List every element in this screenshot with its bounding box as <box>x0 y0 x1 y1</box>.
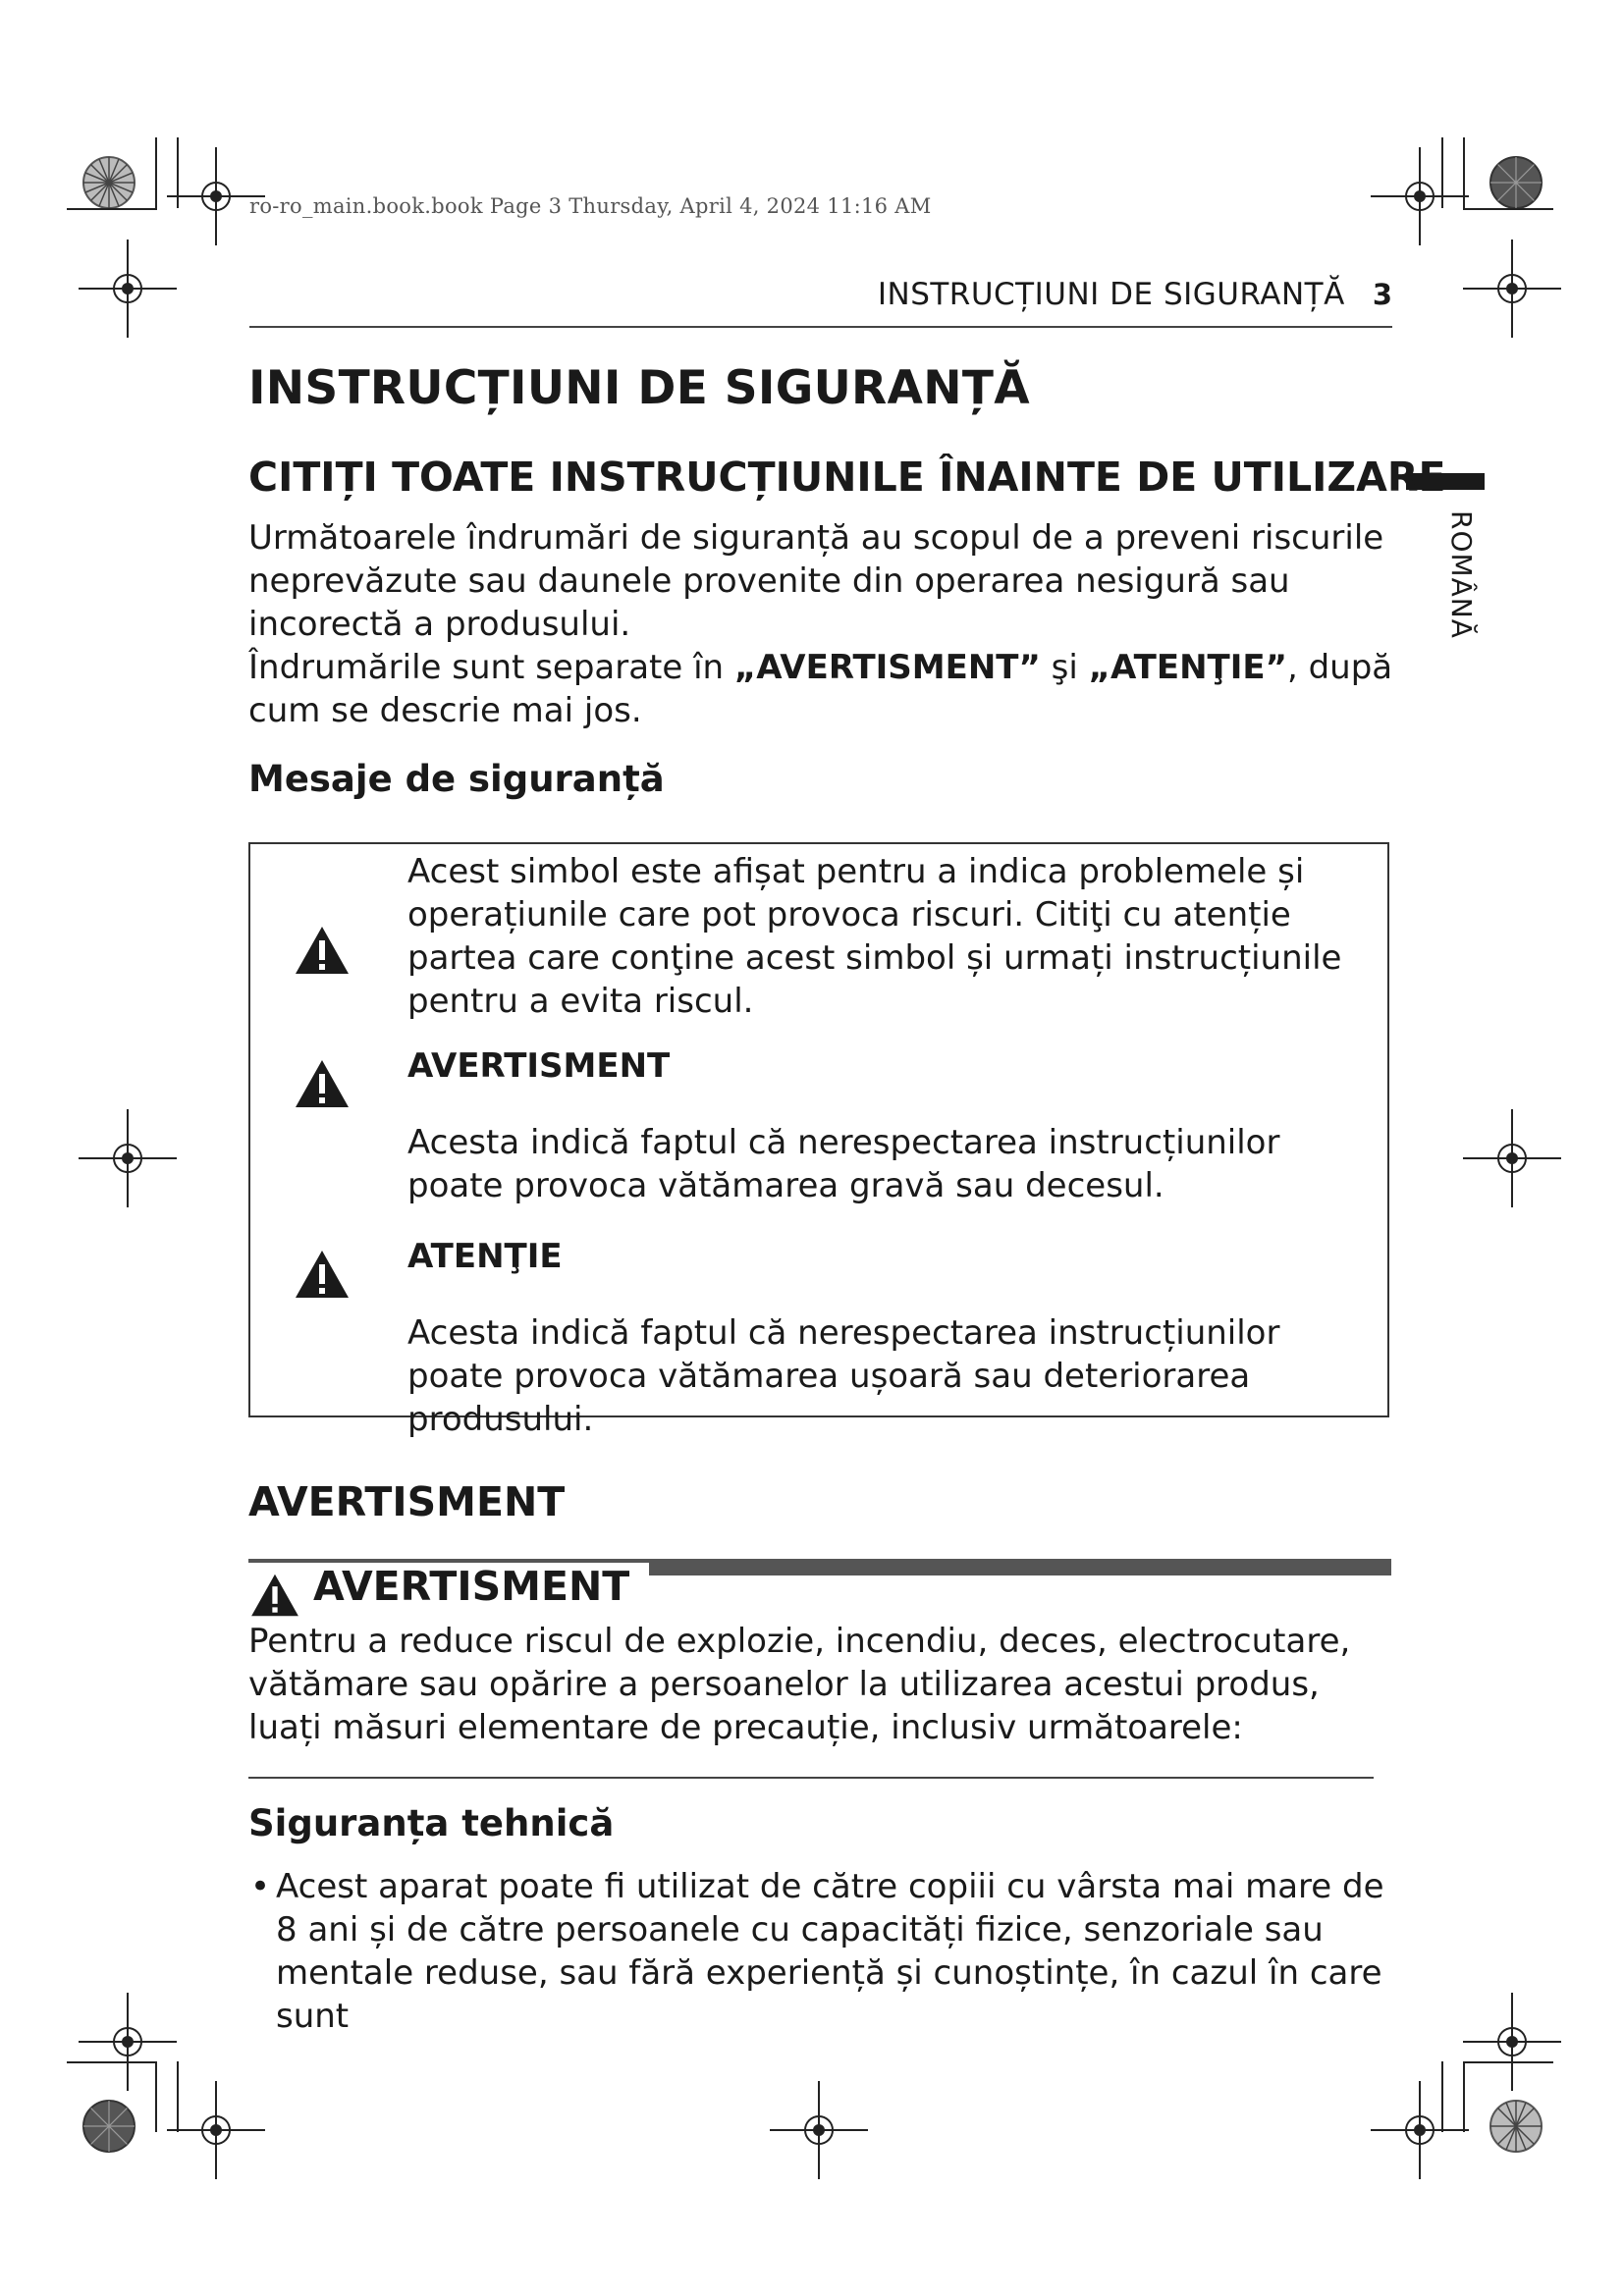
safety-messages-box <box>248 842 1389 1439</box>
registration-target-mark <box>167 2081 265 2179</box>
list-item: • Acest aparat poate fi utilizat de către copiii cu vârsta mai mare de 8 ani și de către persoanele cu capacități fizice, senzoriale sau mentale reduse, sau fără experiență și cunoștințe, în cazul în care sunt <box>248 1865 1397 2038</box>
color-wheel-mark-top-left <box>81 155 136 210</box>
color-wheel-mark-bottom-right <box>1489 2099 1543 2154</box>
page-number: 3 <box>1372 278 1392 311</box>
warning-banner-title: AVERTISMENT <box>313 1563 630 1610</box>
warning-triangle-icon <box>294 925 351 976</box>
safety-messages-heading: Mesaje de siguranță <box>248 758 665 800</box>
warning-section-heading: AVERTISMENT <box>248 1478 566 1525</box>
crop-line <box>155 137 157 208</box>
page-title: INSTRUCȚIUNI DE SIGURANȚĂ <box>248 361 1030 415</box>
intro-paragraph-categories <box>248 646 1397 732</box>
color-wheel-mark-bottom-left <box>81 2099 136 2154</box>
warning-triangle-icon <box>294 1058 351 1109</box>
warning-description: Acesta indică faptul că nerespectarea instrucțiunilor poate provoca vătămarea gravă sau decesul. <box>407 1123 1280 1205</box>
text-span: şi <box>1040 648 1089 687</box>
running-header <box>249 277 1392 328</box>
caution-description: Acesta indică faptul că nerespectarea instrucțiunilor poate provoca vătămarea ușoară sau deteriorarea produsului. <box>407 1313 1280 1439</box>
banner-bar <box>649 1559 1391 1575</box>
registration-target-mark <box>1463 1993 1561 2091</box>
color-wheel-mark-top-right <box>1489 155 1543 210</box>
registration-target-mark <box>1371 2081 1469 2179</box>
registration-target-mark <box>79 1993 177 2091</box>
registration-target-mark <box>79 240 177 338</box>
running-header-title: INSTRUCȚIUNI DE SIGURANȚĂ <box>877 277 1345 312</box>
warning-term: „AVERTISMENT” <box>733 648 1041 687</box>
text-span: , după cum se descrie mai jos. <box>248 648 1393 730</box>
registration-target-mark <box>1371 147 1469 245</box>
warning-label: AVERTISMENT <box>407 1046 671 1086</box>
text-span: Îndrumările sunt separate în <box>248 648 734 687</box>
warning-text: Pentru a reduce riscul de explozie, incendiu, deces, electrocutare, vătămare sau opărire a persoanelor la utilizarea acestui produs, luați măsuri elementare de precauție, inclusiv următoarele: <box>248 1622 1351 1747</box>
intro-paragraph: Următoarele îndrumări de siguranță au scopul de a preveni riscurile neprevăzute sau daunele provenite din operarea nesigură sau incorectă a produsului. <box>248 518 1384 644</box>
technical-safety-list <box>248 1865 1397 2038</box>
symbol-description: Acest simbol este afișat pentru a indica problemele și operațiunile care pot provoca riscuri. Citiţi cu atenție partea care conţine acest simbol și urmați instrucțiunile pentru a evita riscul. <box>407 852 1342 1021</box>
crop-line <box>1463 208 1553 210</box>
registration-target-mark <box>1463 240 1561 338</box>
technical-safety-heading: Siguranța tehnică <box>248 1802 615 1844</box>
intro-text <box>248 516 1397 732</box>
registration-target-mark <box>770 2081 868 2179</box>
book-info-slug: ro-ro_main.book.book Page 3 Thursday, April 4, 2024 11:16 AM <box>249 194 932 218</box>
warning-banner <box>248 1559 1391 1618</box>
registration-target-mark <box>79 1109 177 1207</box>
language-tab: ROMÂNĂ <box>1445 510 1478 639</box>
crop-line <box>67 208 157 210</box>
caution-label: ATENŢIE <box>407 1237 563 1276</box>
read-all-heading: CITIȚI TOATE INSTRUCȚIUNILE ÎNAINTE DE UTILIZARE <box>248 454 1446 501</box>
divider <box>248 1777 1374 1779</box>
registration-target-mark <box>1463 1109 1561 1207</box>
caution-term: „ATENŢIE” <box>1088 648 1287 687</box>
caution-triangle-icon <box>294 1249 351 1300</box>
warning-triangle-icon <box>248 1573 301 1618</box>
